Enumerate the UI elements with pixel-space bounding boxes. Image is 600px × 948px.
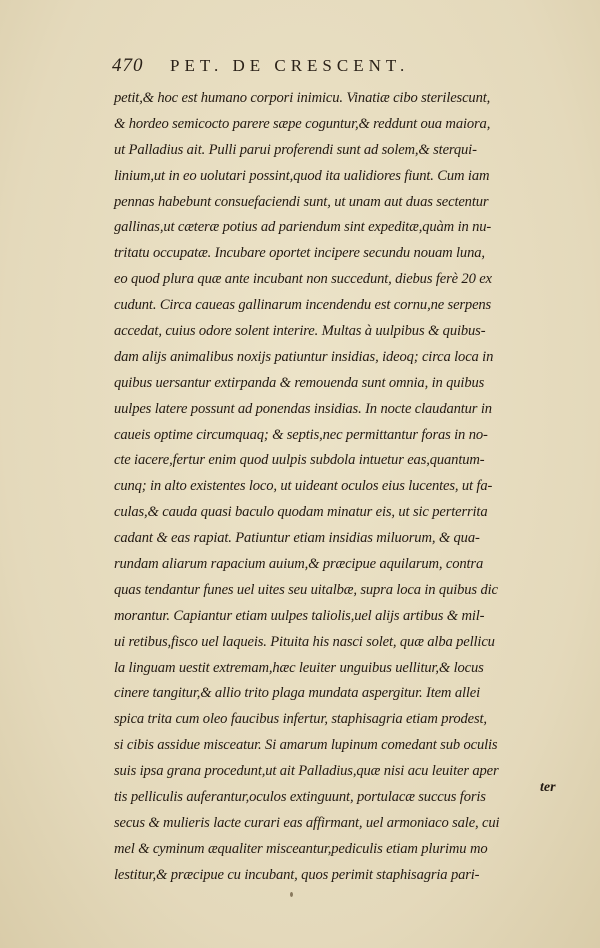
text-line: mel & cyminum æqualiter misceantur,pediculis etiam plurimu mo xyxy=(114,840,488,857)
text-line: tis pelliculis auferantur,oculos extinguunt, portulacæ succus foris xyxy=(114,789,486,806)
running-head: PET. DE CRESCENT. xyxy=(170,56,410,75)
text-line: lestitur,& præcipue cu incubant, quos perimit staphisagria pari- xyxy=(114,866,480,883)
text-line: gallinas,ut cæteræ potius ad pariendum sint expeditæ,quàm in nu- xyxy=(114,219,492,236)
text-line: culas,& cauda quasi baculo quodam minatur eis, ut sic perterrita xyxy=(114,504,488,521)
text-line: cudunt. Circa caueas gallinarum incendendu est cornu,ne serpens xyxy=(114,297,492,314)
text-line: pennas habebunt consuefaciendi sunt, ut unam aut duas sectentur xyxy=(114,193,489,210)
text-line: caueis optime circumquaq; & septis,nec permittantur foras in no- xyxy=(114,426,488,443)
catchword: ter xyxy=(540,780,556,795)
paper-speck xyxy=(290,892,293,897)
page-header xyxy=(100,55,500,79)
text-line: petit,& hoc est humano corpori inimicu. Vinatiæ cibo sterilescunt, xyxy=(114,90,491,106)
text-line: si cibis assidue misceatur. Si amarum lupinum comedant sub oculis xyxy=(114,737,498,754)
body-text xyxy=(114,86,574,889)
text-line: cinere tangitur,& allio trito plaga mundata aspergitur. Item allei xyxy=(114,685,481,702)
text-line: & hordeo semicocto parere sæpe coguntur,& reddunt oua maiora, xyxy=(114,115,491,132)
text-line: secus & mulieris lacte curari eas affirmant, uel armoniaco sale, cui xyxy=(114,814,500,831)
text-line: cadant & eas rapiat. Patiuntur etiam insidias miluorum, & qua- xyxy=(114,530,480,547)
text-line: quas tendantur funes uel uites seu uitalbæ, supra loca in quibus dic xyxy=(114,581,498,598)
text-line: tritatu occupatæ. Incubare oportet incipere secundu nouam luna, xyxy=(114,245,485,262)
text-line: la linguam uestit extremam,hæc leuiter unguibus uellitur,& locus xyxy=(114,659,484,676)
text-line: uulpes latere possunt ad ponendas insidias. In nocte claudantur in xyxy=(114,400,492,417)
text-line: cte iacere,fertur enim quod uulpis subdola intuetur eas,quantum- xyxy=(114,452,485,469)
text-line: rundam aliarum rapacium auium,& præcipue aquilarum, contra xyxy=(114,556,484,573)
text-line: accedat, cuius odore solent interire. Multas à uulpibus & quibus- xyxy=(114,323,486,340)
text-line: linium,ut in eo uolutari possint,quod ita ualidiores fiunt. Cum iam xyxy=(114,167,490,184)
text-line: quibus uersantur extirpanda & remouenda sunt omnia, in quibus xyxy=(114,374,485,391)
page-number: 470 xyxy=(112,55,144,76)
text-line: suis ipsa grana procedunt,ut ait Palladius,quæ nisi acu leuiter aper xyxy=(114,763,499,780)
text-line: eo quod plura quæ ante incubant non succedunt, diebus ferè 20 ex xyxy=(114,271,492,288)
text-line: ut Palladius ait. Pulli parui proferendi sunt ad solem,& sterqui- xyxy=(114,141,477,158)
text-line: cunq; in alto existentes loco, ut uideant oculos eius lucentes, ut fa- xyxy=(114,478,493,495)
text-line: spica trita cum oleo faucibus infertur, staphisagria etiam prodest, xyxy=(114,711,487,728)
text-line: morantur. Capiantur etiam uulpes taliolis,uel alijs artibus & mil- xyxy=(114,607,485,624)
text-line: dam alijs animalibus noxijs patiuntur insidias, ideoq; circa loca in xyxy=(114,348,494,365)
text-line: ui retibus,fisco uel laqueis. Pituita his nasci solet, quæ alba pellicu xyxy=(114,633,495,650)
